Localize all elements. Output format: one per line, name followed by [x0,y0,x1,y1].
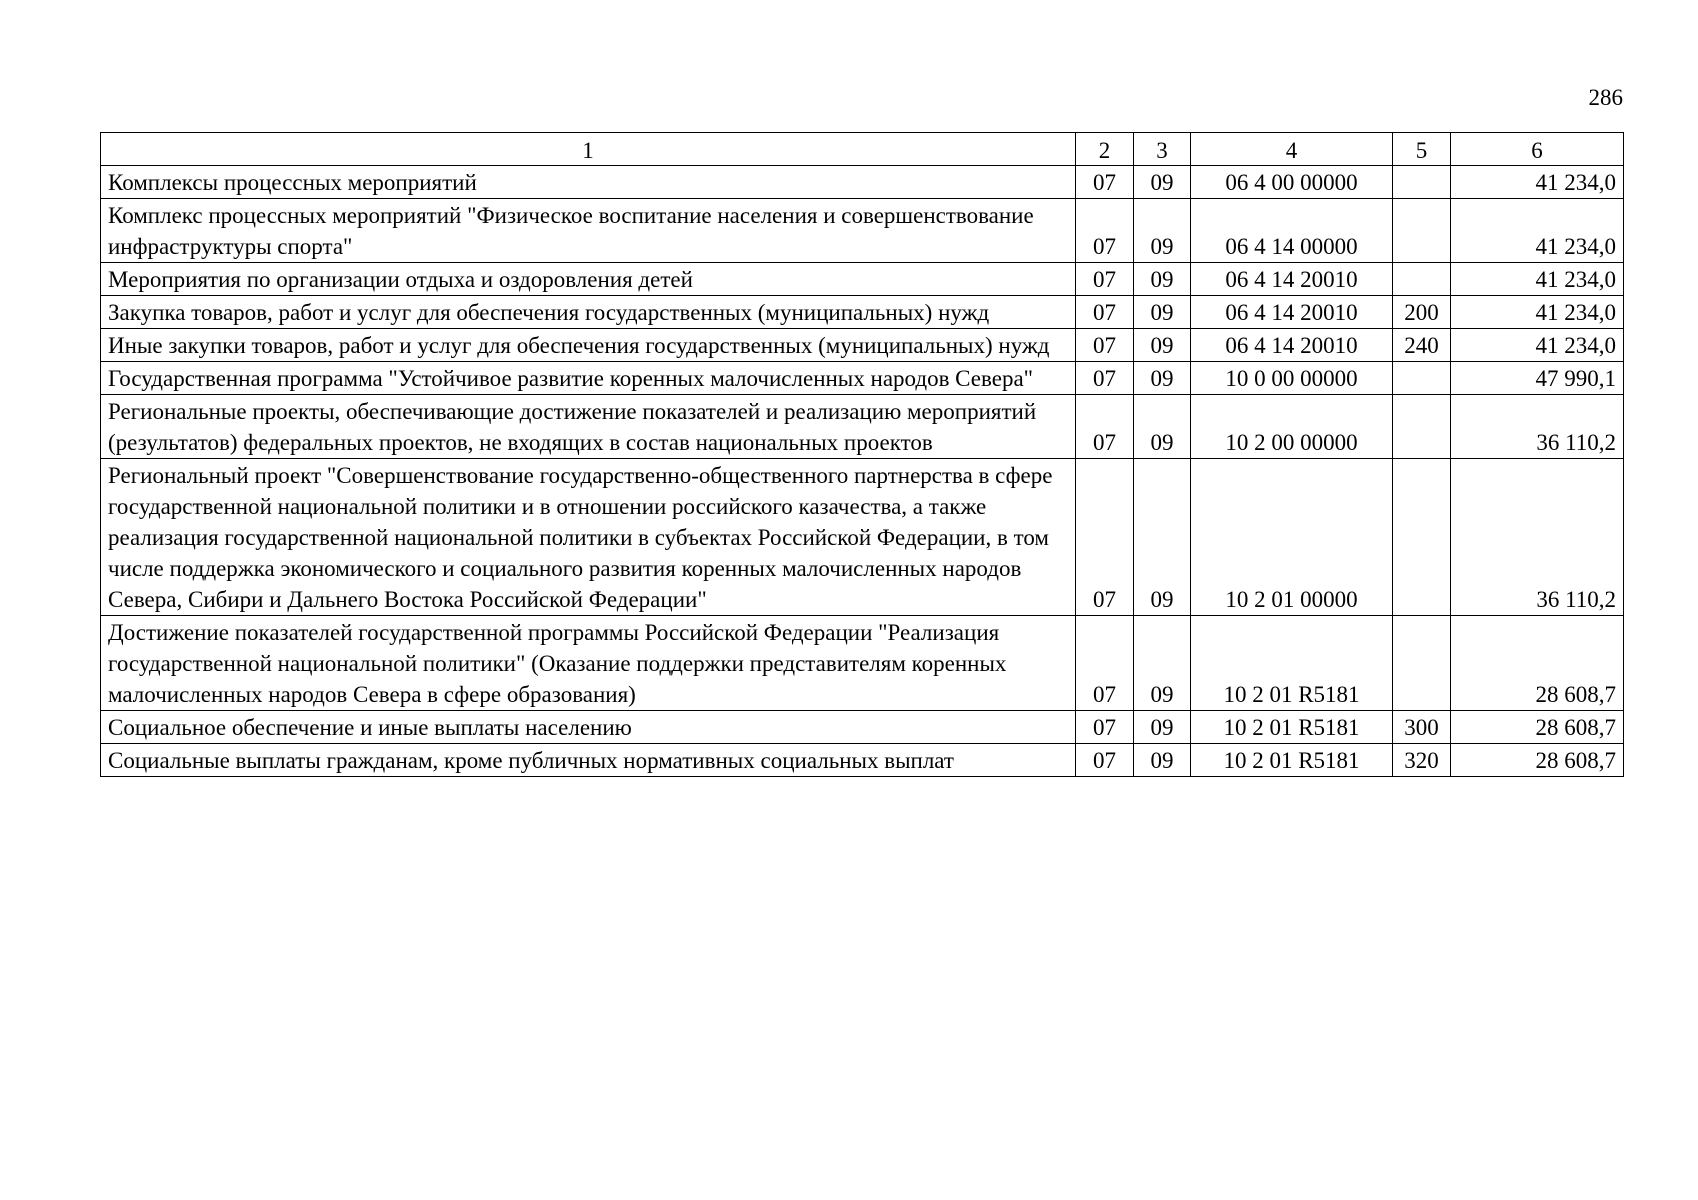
cell-name: Социальные выплаты гражданам, кроме публичных нормативных социальных выплат [101,744,1076,777]
table-row [101,199,1624,263]
cell-subsection: 09 [1134,362,1191,395]
cell-subsection: 09 [1134,166,1191,199]
cell-name: Иные закупки товаров, работ и услуг для обеспечения государственных (муниципальных) нужд [101,329,1076,362]
cell-expense-type: 200 [1393,296,1451,329]
cell-target-article: 06 4 14 20010 [1191,296,1393,329]
cell-expense-type [1393,459,1451,616]
table-row [101,166,1624,199]
table-row [101,744,1624,777]
table-row [101,711,1624,744]
cell-expense-type [1393,199,1451,263]
cell-name: Региональные проекты, обеспечивающие достижение показателей и реализацию мероприятий (результатов) федеральных проектов, не входящих в состав национальных проектов [101,395,1076,459]
cell-expense-type [1393,166,1451,199]
cell-name: Мероприятия по организации отдыха и оздоровления детей [101,263,1076,296]
table-row [101,395,1624,459]
cell-subsection: 09 [1134,199,1191,263]
cell-name: Государственная программа "Устойчивое развитие коренных малочисленных народов Севера" [101,362,1076,395]
cell-subsection: 09 [1134,329,1191,362]
cell-expense-type [1393,395,1451,459]
cell-subsection: 09 [1134,744,1191,777]
cell-expense-type [1393,362,1451,395]
cell-target-article: 10 2 01 R5181 [1191,616,1393,711]
table-row [101,329,1624,362]
table-row [101,296,1624,329]
cell-target-article: 06 4 00 00000 [1191,166,1393,199]
cell-name: Достижение показателей государственной программы Российской Федерации "Реализация государственной национальной политики" (Оказание поддержки представителям коренных малочисленных народов Севера в сфере образования) [101,616,1076,711]
cell-target-article: 10 0 00 00000 [1191,362,1393,395]
table-row [101,616,1624,711]
cell-target-article: 06 4 14 20010 [1191,263,1393,296]
cell-name: Социальное обеспечение и иные выплаты населению [101,711,1076,744]
cell-sum: 28 608,7 [1451,616,1624,711]
cell-name: Комплекс процессных мероприятий "Физическое воспитание населения и совершенствование инфраструктуры спорта" [101,199,1076,263]
page-number: 286 [1588,85,1623,110]
header-col-5: 5 [1393,133,1451,166]
cell-sum: 47 990,1 [1451,362,1624,395]
cell-section: 07 [1076,459,1134,616]
table-header-row [101,133,1624,166]
cell-section: 07 [1076,263,1134,296]
cell-sum: 28 608,7 [1451,744,1624,777]
cell-sum: 41 234,0 [1451,263,1624,296]
cell-target-article: 10 2 00 00000 [1191,395,1393,459]
cell-target-article: 10 2 01 R5181 [1191,744,1393,777]
cell-target-article: 06 4 14 20010 [1191,329,1393,362]
cell-target-article: 10 2 01 R5181 [1191,711,1393,744]
cell-target-article: 06 4 14 00000 [1191,199,1393,263]
header-col-6: 6 [1451,133,1624,166]
cell-target-article: 10 2 01 00000 [1191,459,1393,616]
cell-section: 07 [1076,199,1134,263]
cell-sum: 36 110,2 [1451,459,1624,616]
cell-sum: 41 234,0 [1451,296,1624,329]
cell-sum: 41 234,0 [1451,199,1624,263]
header-col-1: 1 [101,133,1076,166]
cell-name: Закупка товаров, работ и услуг для обеспечения государственных (муниципальных) нужд [101,296,1076,329]
cell-sum: 41 234,0 [1451,329,1624,362]
header-col-2: 2 [1076,133,1134,166]
cell-expense-type [1393,263,1451,296]
cell-subsection: 09 [1134,459,1191,616]
table-body [101,166,1624,777]
cell-section: 07 [1076,616,1134,711]
cell-sum: 41 234,0 [1451,166,1624,199]
cell-section: 07 [1076,711,1134,744]
table-row [101,459,1624,616]
cell-sum: 36 110,2 [1451,395,1624,459]
cell-expense-type: 320 [1393,744,1451,777]
cell-subsection: 09 [1134,263,1191,296]
cell-name: Комплексы процессных мероприятий [101,166,1076,199]
cell-section: 07 [1076,329,1134,362]
cell-section: 07 [1076,744,1134,777]
cell-name: Региональный проект "Совершенствование государственно-общественного партнерства в сфере государственной национальной политики и в отношении российского казачества, а также реализация государственной национальной политики в субъектах Российской Федерации, в том числе поддержка экономического и социального развития коренных малочисленных народов Севера, Сибири и Дальнего Востока Российской Федерации" [101,459,1076,616]
cell-subsection: 09 [1134,296,1191,329]
header-col-3: 3 [1134,133,1191,166]
table-row [101,362,1624,395]
cell-sum: 28 608,7 [1451,711,1624,744]
cell-subsection: 09 [1134,711,1191,744]
cell-subsection: 09 [1134,616,1191,711]
table-row [101,263,1624,296]
cell-section: 07 [1076,362,1134,395]
cell-section: 07 [1076,296,1134,329]
cell-expense-type: 240 [1393,329,1451,362]
cell-section: 07 [1076,166,1134,199]
cell-section: 07 [1076,395,1134,459]
cell-expense-type [1393,616,1451,711]
budget-table [100,132,1624,777]
cell-subsection: 09 [1134,395,1191,459]
header-col-4: 4 [1191,133,1393,166]
cell-expense-type: 300 [1393,711,1451,744]
